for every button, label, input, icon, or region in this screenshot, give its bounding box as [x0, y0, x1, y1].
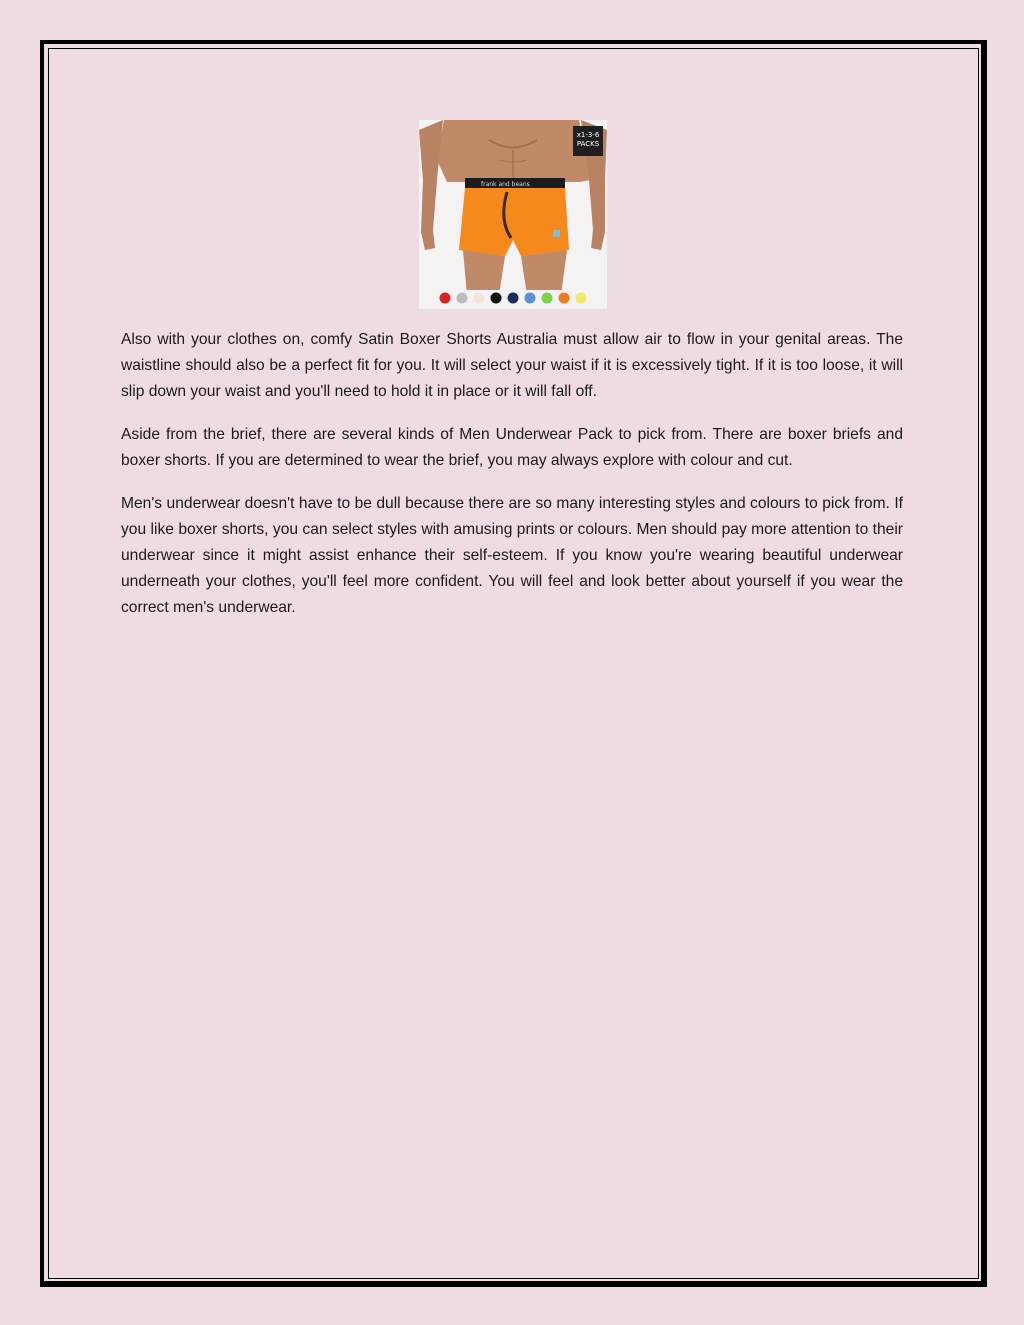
- color-swatch: [576, 293, 587, 304]
- color-swatch: [474, 293, 485, 304]
- color-swatch: [491, 293, 502, 304]
- pack-badge: [573, 126, 603, 156]
- color-swatch: [559, 293, 570, 304]
- article-body: [121, 327, 903, 638]
- paragraph-3: Men's underwear doesn't have to be dull because there are so many interesting styles and colours to pick from. If you like boxer shorts, you can select styles with amusing prints or colours. Men should pay more attention to their underwear since it might assist enhance their self-esteem. If you know you're wearing beautiful underwear underneath your clothes, you'll feel more confident. You will feel and look better about yourself if you wear the correct men's underwear.: [121, 495, 903, 616]
- color-swatch: [457, 293, 468, 304]
- product-image: [419, 120, 607, 309]
- waistband-text: frank and beans: [481, 181, 530, 188]
- color-swatch: [525, 293, 536, 304]
- paragraph-2: Aside from the brief, there are several kinds of Men Underwear Pack to pick from. There are boxer briefs and boxer shorts. If you are determined to wear the brief, you may always explore with colour and cut.: [121, 426, 903, 469]
- pack-badge-line2: PACKS: [576, 140, 600, 148]
- pack-badge-line1: x1-3-6: [576, 131, 600, 139]
- color-swatch: [440, 293, 451, 304]
- color-swatches: [440, 293, 587, 304]
- paragraph-1: Also with your clothes on, comfy Satin Boxer Shorts Australia must allow air to flow in your genital areas. The waistline should also be a perfect fit for you. It will select your waist if it is excessively tight. If it is too loose, it will slip down your waist and you'll need to hold it in place or it will fall off.: [121, 331, 903, 400]
- color-swatch: [542, 293, 553, 304]
- color-swatch: [508, 293, 519, 304]
